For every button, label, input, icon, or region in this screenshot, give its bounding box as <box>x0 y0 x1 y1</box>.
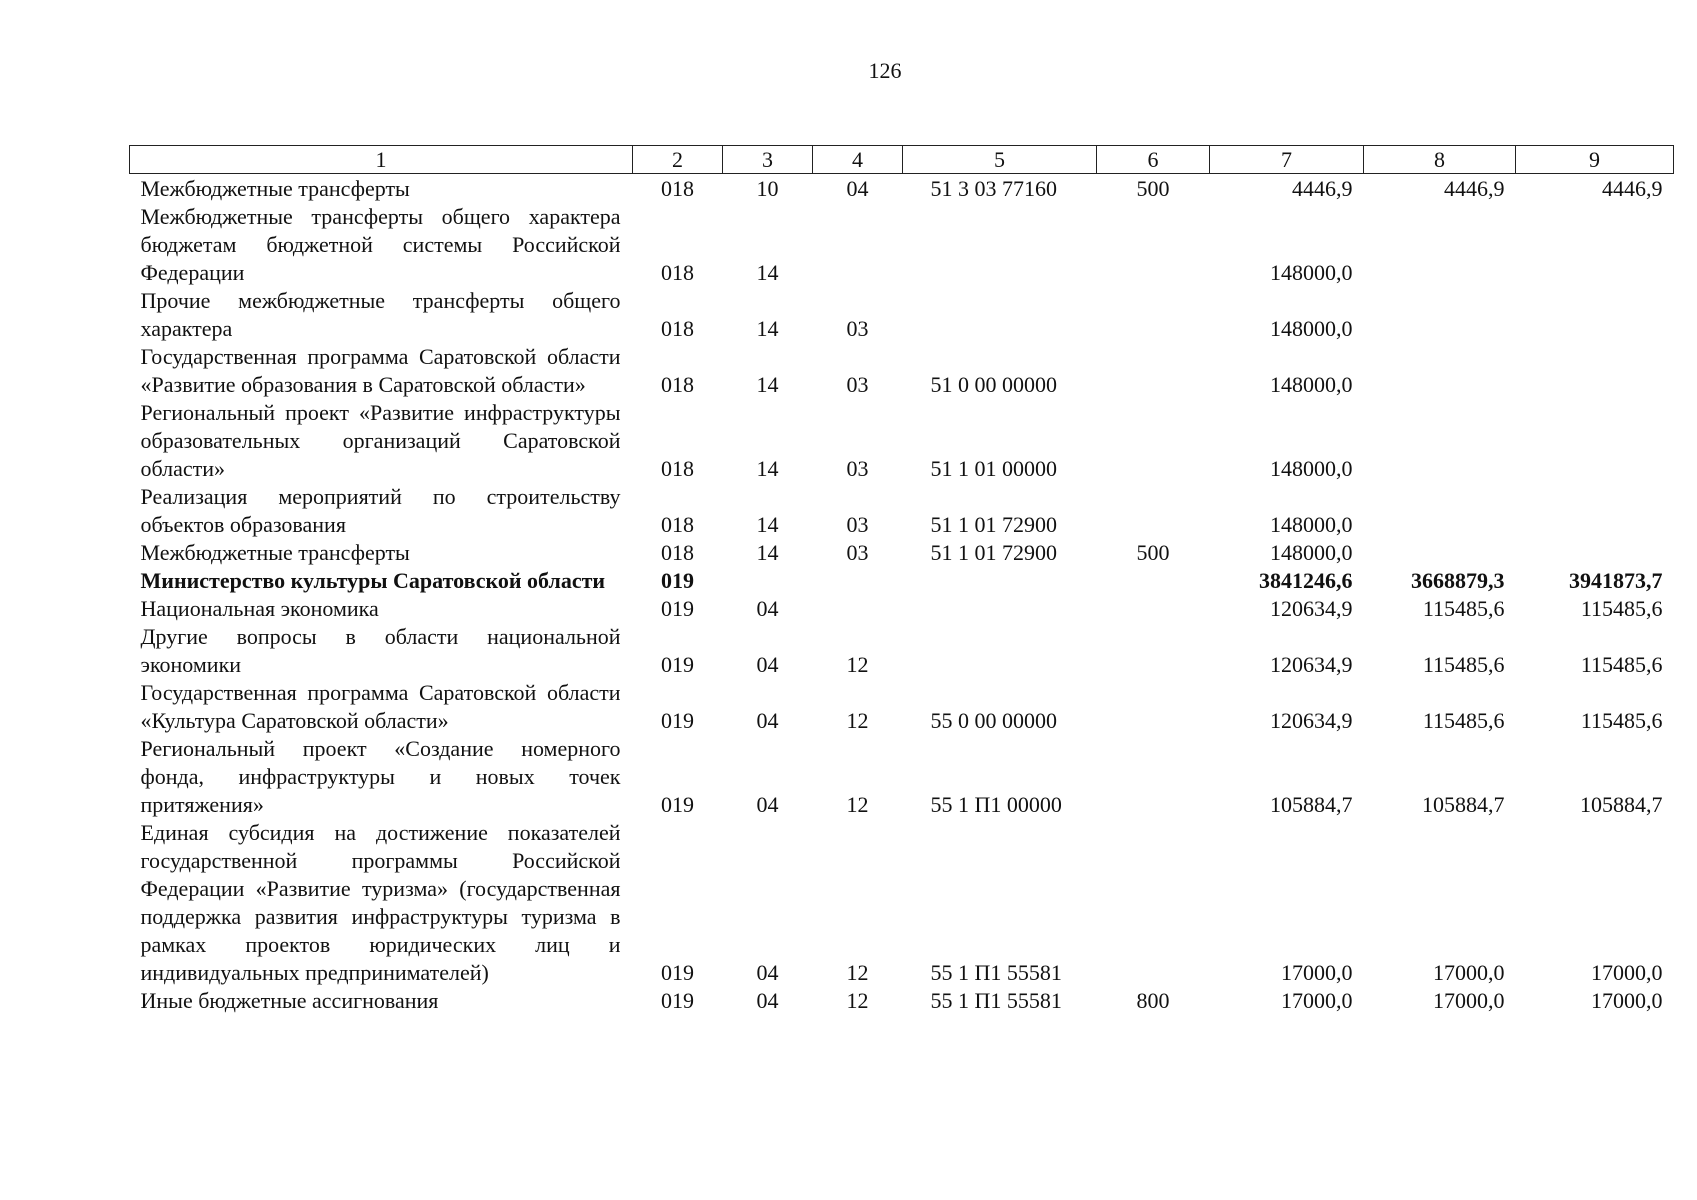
section-code-cell: 04 <box>756 652 779 677</box>
subsection-code-cell: 12 <box>846 652 869 677</box>
table-row <box>130 987 1674 1015</box>
page-number: 126 <box>868 58 902 83</box>
target-article-cell: 51 1 01 00000 <box>930 456 1057 481</box>
target-article-cell: 55 1 П1 00000 <box>930 792 1062 817</box>
expense-type-cell <box>1097 735 1210 819</box>
budget-table <box>129 145 1674 1015</box>
ministry-code-cell: 019 <box>661 596 694 621</box>
amount-year3-cell: 17000,0 <box>1591 960 1663 985</box>
amount-year2-cell <box>1364 399 1516 483</box>
ministry-code-cell: 019 <box>661 960 694 985</box>
row-name-cell: Межбюджетные трансферты <box>140 176 410 201</box>
section-code-cell: 04 <box>756 960 779 985</box>
amount-year1-cell: 148000,0 <box>1270 372 1353 397</box>
amount-year1-cell: 17000,0 <box>1281 988 1353 1013</box>
amount-year3-cell: 105884,7 <box>1580 792 1663 817</box>
column-header: 6 <box>1097 146 1210 174</box>
amount-year3-cell: 115485,6 <box>1580 596 1663 621</box>
amount-year2-cell: 17000,0 <box>1433 988 1505 1013</box>
amount-year1-cell: 148000,0 <box>1270 540 1353 565</box>
subsection-code-cell: 12 <box>846 988 869 1013</box>
amount-year3-cell: 4446,9 <box>1602 176 1663 201</box>
target-article-cell: 55 1 П1 55581 <box>930 960 1062 985</box>
expense-type-cell: 800 <box>1136 988 1170 1013</box>
subsection-code-cell <box>813 203 903 287</box>
section-code-cell: 04 <box>756 708 779 733</box>
amount-year3-cell <box>1516 287 1674 343</box>
ministry-code-cell: 019 <box>661 652 694 677</box>
table-row <box>130 174 1674 204</box>
expense-type-cell: 500 <box>1136 540 1170 565</box>
section-code-cell: 14 <box>756 260 779 285</box>
target-article-cell: 55 0 00 00000 <box>930 708 1057 733</box>
table-row <box>130 567 1674 595</box>
table-row <box>130 203 1674 287</box>
section-code-cell <box>723 567 813 595</box>
row-name-cell: Реализация мероприятий по строительству объектов образования <box>140 484 621 537</box>
section-code-cell: 04 <box>756 792 779 817</box>
amount-year3-cell: 17000,0 <box>1591 988 1663 1013</box>
section-code-cell: 10 <box>756 176 779 201</box>
row-name-cell: Межбюджетные трансферты общего характера бюджетам бюджетной системы Российской Федерации <box>140 204 621 285</box>
section-code-cell: 14 <box>756 456 779 481</box>
row-name-cell: Межбюджетные трансферты <box>140 540 410 565</box>
target-article-cell <box>903 567 1097 595</box>
expense-type-cell <box>1097 623 1210 679</box>
column-header: 2 <box>633 146 723 174</box>
expense-type-cell <box>1097 819 1210 987</box>
row-name-cell: Национальная экономика <box>140 596 379 621</box>
column-header: 7 <box>1210 146 1364 174</box>
ministry-code-cell: 018 <box>661 372 694 397</box>
amount-year1-cell: 148000,0 <box>1270 260 1353 285</box>
target-article-cell <box>903 203 1097 287</box>
amount-year2-cell: 4446,9 <box>1444 176 1505 201</box>
header-row <box>130 146 1674 174</box>
section-code-cell: 14 <box>756 540 779 565</box>
amount-year3-cell: 115485,6 <box>1580 708 1663 733</box>
ministry-code-cell: 018 <box>661 176 694 201</box>
ministry-code-cell: 018 <box>661 260 694 285</box>
amount-year1-cell: 120634,9 <box>1270 708 1353 733</box>
table-row <box>130 399 1674 483</box>
ministry-code-cell: 018 <box>661 316 694 341</box>
row-name-cell: Другие вопросы в области национальной экономики <box>140 624 621 677</box>
amount-year2-cell <box>1364 539 1516 567</box>
ministry-code-cell: 018 <box>661 540 694 565</box>
amount-year1-cell: 4446,9 <box>1292 176 1353 201</box>
table-row <box>130 735 1674 819</box>
ministry-code-cell: 018 <box>661 512 694 537</box>
amount-year2-cell: 17000,0 <box>1433 960 1505 985</box>
subsection-code-cell <box>813 567 903 595</box>
column-header: 1 <box>130 146 633 174</box>
amount-year3-cell <box>1516 483 1674 539</box>
column-header: 9 <box>1516 146 1674 174</box>
column-header: 3 <box>723 146 813 174</box>
amount-year2-cell: 3668879,3 <box>1411 568 1505 593</box>
expense-type-cell <box>1097 399 1210 483</box>
amount-year2-cell <box>1364 287 1516 343</box>
amount-year3-cell <box>1516 539 1674 567</box>
table-row <box>130 819 1674 987</box>
target-article-cell <box>903 287 1097 343</box>
amount-year2-cell: 115485,6 <box>1422 708 1505 733</box>
table-row <box>130 343 1674 399</box>
column-header: 5 <box>903 146 1097 174</box>
expense-type-cell <box>1097 567 1210 595</box>
target-article-cell: 51 1 01 72900 <box>930 540 1057 565</box>
target-article-cell: 51 0 00 00000 <box>930 372 1057 397</box>
amount-year1-cell: 148000,0 <box>1270 316 1353 341</box>
subsection-code-cell: 03 <box>846 512 869 537</box>
target-article-cell: 55 1 П1 55581 <box>930 988 1062 1013</box>
table-row <box>130 287 1674 343</box>
table-row <box>130 483 1674 539</box>
amount-year3-cell <box>1516 399 1674 483</box>
subsection-code-cell <box>813 595 903 623</box>
amount-year2-cell: 105884,7 <box>1422 792 1505 817</box>
amount-year2-cell: 115485,6 <box>1422 596 1505 621</box>
subsection-code-cell: 03 <box>846 456 869 481</box>
subsection-code-cell: 12 <box>846 708 869 733</box>
section-code-cell: 14 <box>756 512 779 537</box>
table-row <box>130 679 1674 735</box>
table-row <box>130 595 1674 623</box>
section-code-cell: 04 <box>756 596 779 621</box>
section-code-cell: 14 <box>756 316 779 341</box>
subsection-code-cell: 03 <box>846 540 869 565</box>
column-header: 8 <box>1364 146 1516 174</box>
amount-year1-cell: 120634,9 <box>1270 652 1353 677</box>
table-row <box>130 539 1674 567</box>
amount-year1-cell: 120634,9 <box>1270 596 1353 621</box>
subsection-code-cell: 03 <box>846 316 869 341</box>
target-article-cell: 51 1 01 72900 <box>930 512 1057 537</box>
expense-type-cell: 500 <box>1136 176 1170 201</box>
expense-type-cell <box>1097 343 1210 399</box>
row-name-cell: Региональный проект «Создание номерного фонда, инфраструктуры и новых точек притяжения» <box>140 736 621 817</box>
amount-year1-cell: 148000,0 <box>1270 512 1353 537</box>
subsection-code-cell: 12 <box>846 960 869 985</box>
row-name-cell: Прочие межбюджетные трансферты общего характера <box>140 288 621 341</box>
ministry-code-cell: 019 <box>661 568 694 593</box>
table-body <box>130 174 1674 1016</box>
row-name-cell: Государственная программа Саратовской области «Развитие образования в Саратовской области» <box>140 344 621 397</box>
row-name-cell: Министерство культуры Саратовской области <box>140 568 606 593</box>
subsection-code-cell: 04 <box>846 176 869 201</box>
section-code-cell: 04 <box>756 988 779 1013</box>
amount-year2-cell <box>1364 343 1516 399</box>
column-header: 4 <box>813 146 903 174</box>
amount-year2-cell <box>1364 203 1516 287</box>
target-article-cell: 51 3 03 77160 <box>930 176 1057 201</box>
row-name-cell: Иные бюджетные ассигнования <box>140 988 439 1013</box>
table-row <box>130 623 1674 679</box>
subsection-code-cell: 03 <box>846 372 869 397</box>
amount-year2-cell <box>1364 483 1516 539</box>
amount-year2-cell: 115485,6 <box>1422 652 1505 677</box>
amount-year1-cell: 105884,7 <box>1270 792 1353 817</box>
subsection-code-cell: 12 <box>846 792 869 817</box>
amount-year1-cell: 3841246,6 <box>1259 568 1353 593</box>
amount-year3-cell: 115485,6 <box>1580 652 1663 677</box>
expense-type-cell <box>1097 203 1210 287</box>
amount-year3-cell <box>1516 203 1674 287</box>
row-name-cell: Государственная программа Саратовской области «Культура Саратовской области» <box>140 680 621 733</box>
amount-year1-cell: 17000,0 <box>1281 960 1353 985</box>
amount-year3-cell: 3941873,7 <box>1569 568 1663 593</box>
ministry-code-cell: 019 <box>661 708 694 733</box>
ministry-code-cell: 019 <box>661 988 694 1013</box>
amount-year1-cell: 148000,0 <box>1270 456 1353 481</box>
expense-type-cell <box>1097 595 1210 623</box>
target-article-cell <box>903 623 1097 679</box>
row-name-cell: Региональный проект «Развитие инфраструктуры образовательных организаций Саратовской области» <box>140 400 621 481</box>
section-code-cell: 14 <box>756 372 779 397</box>
ministry-code-cell: 018 <box>661 456 694 481</box>
expense-type-cell <box>1097 679 1210 735</box>
target-article-cell <box>903 595 1097 623</box>
ministry-code-cell: 019 <box>661 792 694 817</box>
expense-type-cell <box>1097 483 1210 539</box>
amount-year3-cell <box>1516 343 1674 399</box>
expense-type-cell <box>1097 287 1210 343</box>
row-name-cell: Единая субсидия на достижение показателей государственной программы Российской Федерации «Развитие туризма» (государственная поддержка развития инфраструктуры туризма в рамках проектов юридических лиц и индивидуальных предпринимателей) <box>140 820 621 985</box>
